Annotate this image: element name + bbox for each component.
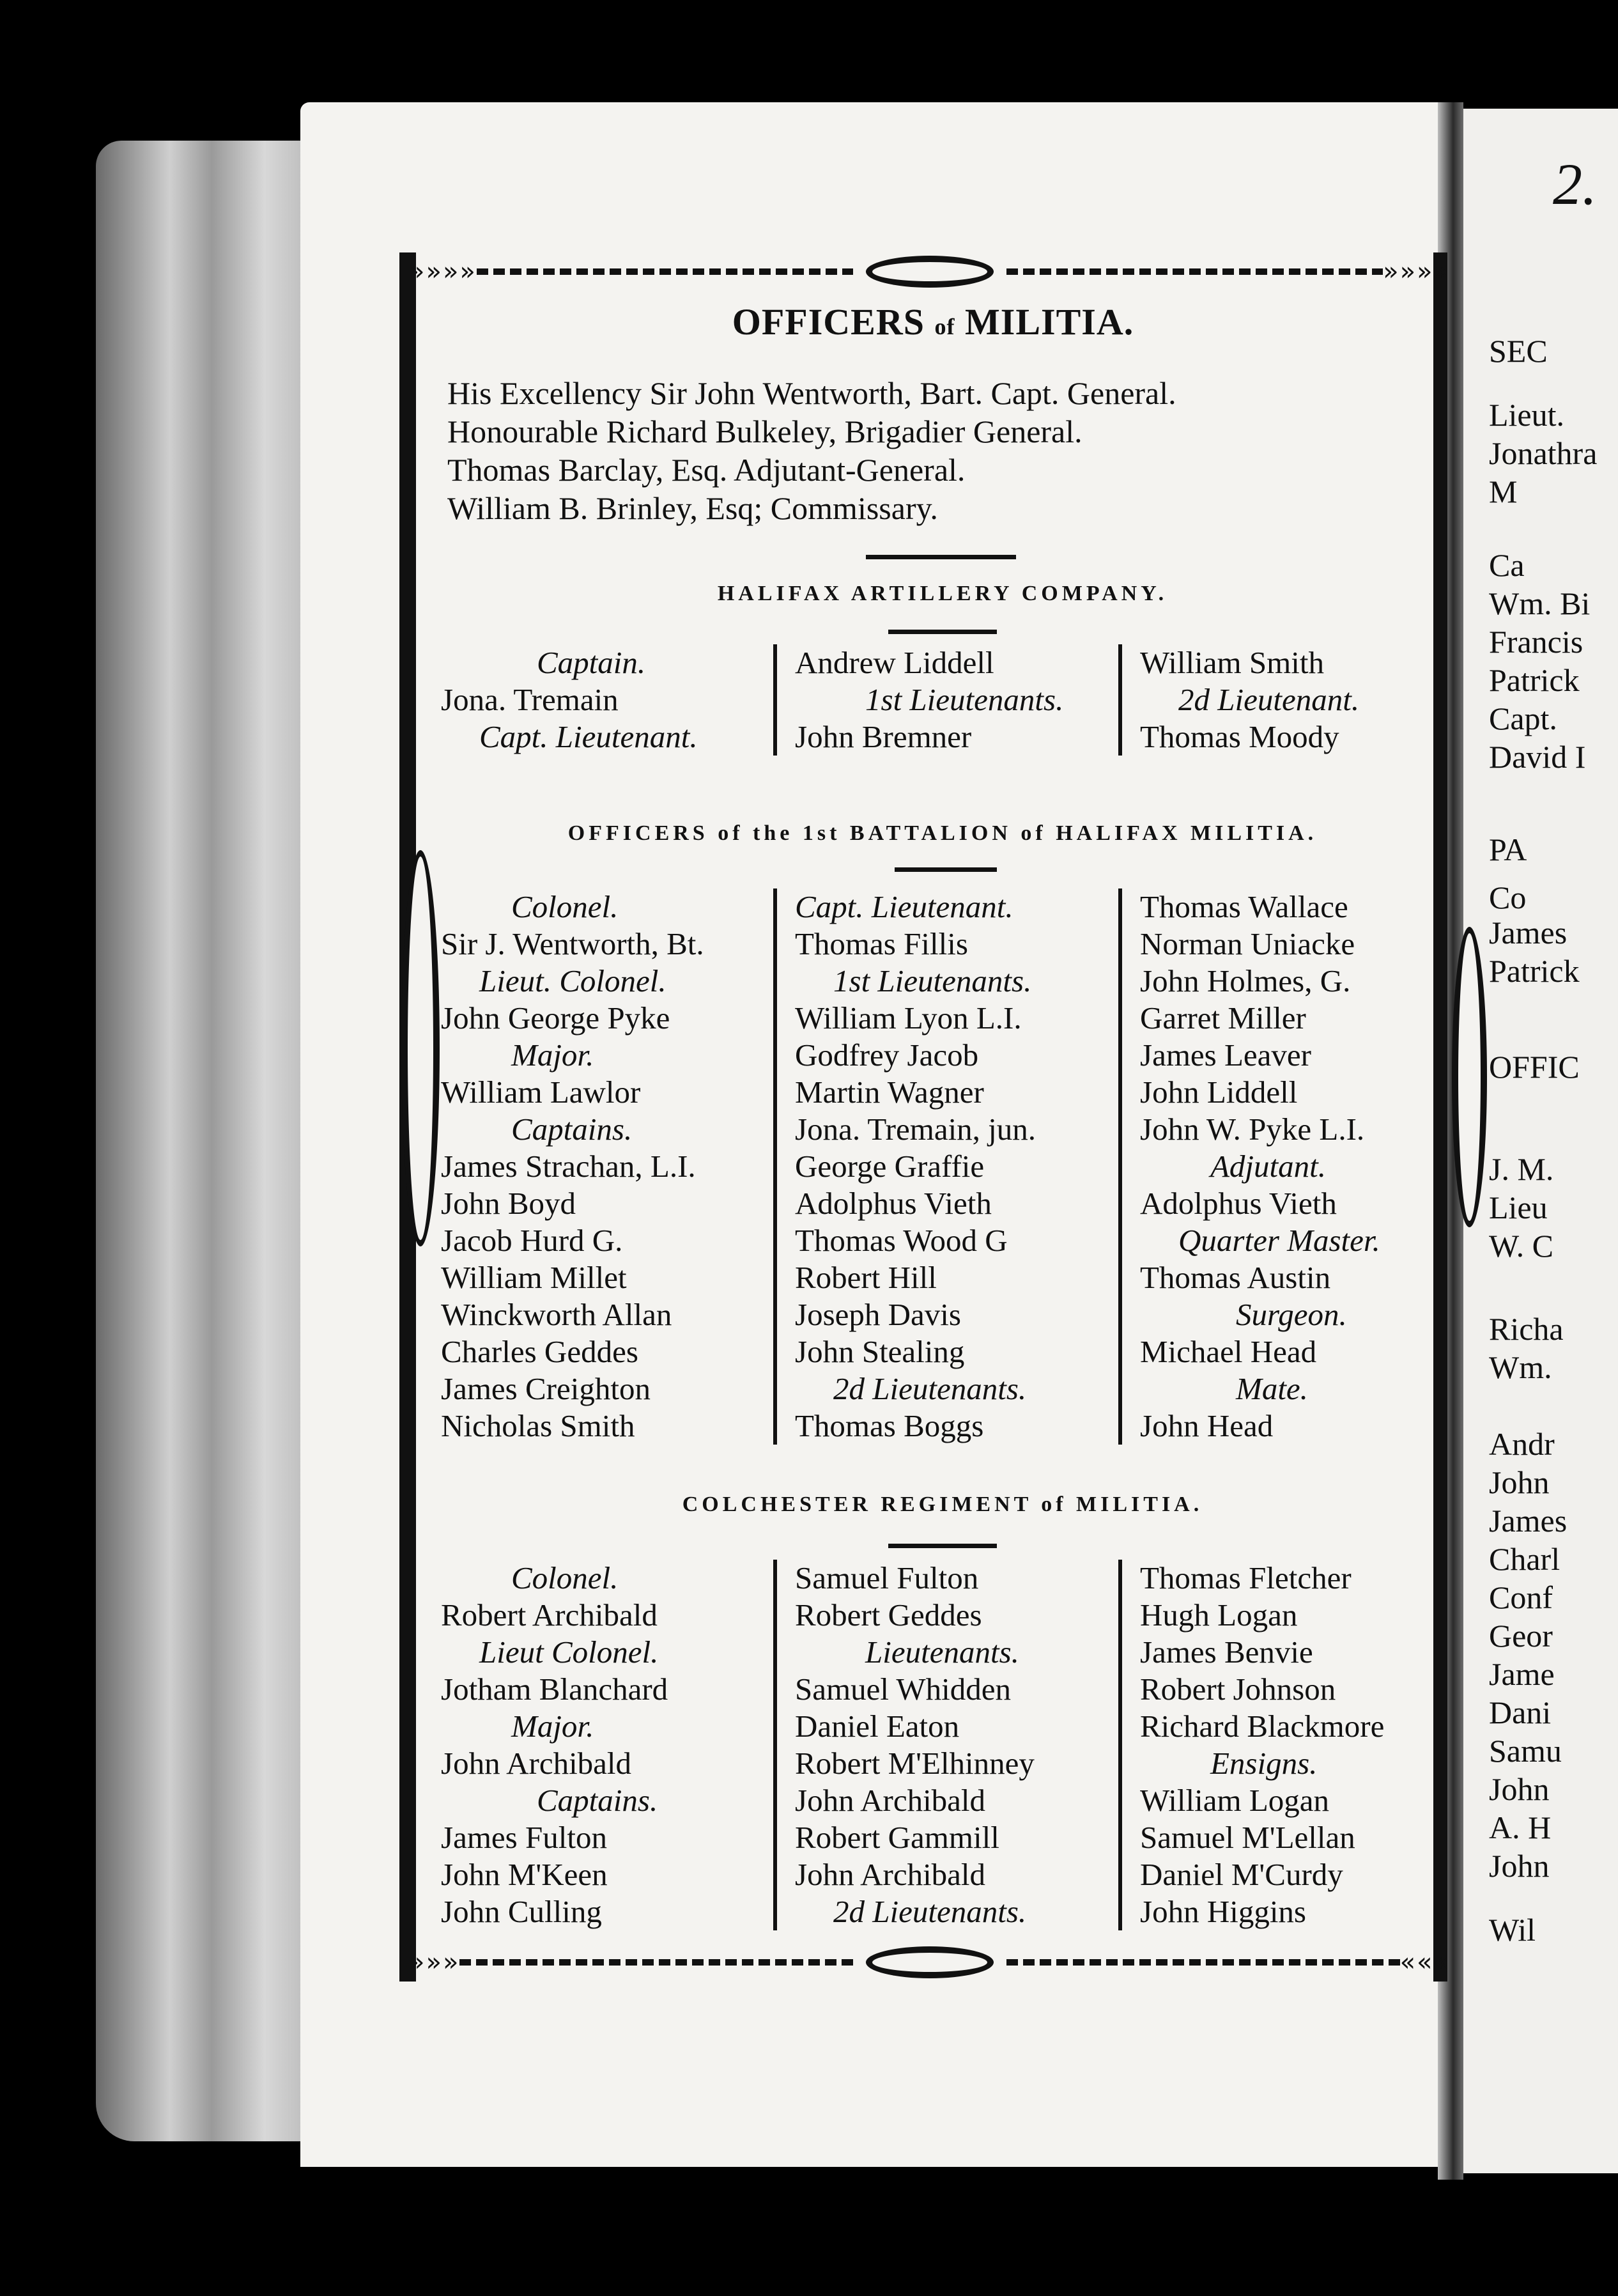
facing-page-line: Dani bbox=[1489, 1695, 1552, 1730]
officer-name: Andrew Liddell bbox=[795, 645, 994, 680]
facing-page-line: A. H bbox=[1489, 1810, 1552, 1845]
rank-label: Captain. bbox=[537, 645, 646, 680]
page-mark: 2. bbox=[1553, 151, 1597, 217]
frame-top-ornament: »»»» »»»» bbox=[409, 257, 1451, 286]
officer-name: Daniel M'Curdy bbox=[1140, 1857, 1343, 1892]
officer-name: John Bremner bbox=[795, 719, 972, 754]
divider-rule bbox=[888, 630, 997, 634]
officer-name: James Fulton bbox=[441, 1820, 607, 1855]
officer-name: Thomas Boggs bbox=[795, 1408, 984, 1443]
rank-label: Major. bbox=[511, 1709, 594, 1744]
title-word: MILITIA. bbox=[965, 301, 1134, 343]
intro-line: Honourable Richard Bulkeley, Brigadier General. bbox=[447, 414, 1083, 449]
officer-name: John Archibald bbox=[795, 1857, 986, 1892]
facing-page-line: Capt. bbox=[1489, 701, 1557, 736]
officer-name: William Lyon L.I. bbox=[795, 1000, 1022, 1036]
rank-label: Colonel. bbox=[511, 1560, 619, 1595]
officer-name: Jacob Hurd G. bbox=[441, 1223, 623, 1258]
facing-page-line: Ca bbox=[1489, 547, 1525, 583]
officer-name: Samuel Whidden bbox=[795, 1672, 1011, 1707]
officer-name: John Higgins bbox=[1140, 1894, 1307, 1929]
officer-name: John Holmes, G. bbox=[1140, 963, 1351, 998]
facing-page-line: Lieut. bbox=[1489, 397, 1565, 433]
officer-name: Norman Uniacke bbox=[1140, 926, 1355, 961]
officer-name: John Head bbox=[1140, 1408, 1274, 1443]
officer-name: William Logan bbox=[1140, 1783, 1330, 1818]
facing-page-line: Wm. bbox=[1489, 1349, 1552, 1385]
colchester-col-3 bbox=[1118, 1560, 1444, 1930]
rank-label: 2d Lieutenant. bbox=[1178, 682, 1360, 717]
officer-name: Richard Blackmore bbox=[1140, 1709, 1385, 1744]
rank-label: Mate. bbox=[1236, 1371, 1308, 1406]
facing-page-line: Wil bbox=[1489, 1912, 1536, 1948]
battalion-columns bbox=[441, 888, 1444, 1445]
rank-label: Quarter Master. bbox=[1178, 1223, 1380, 1258]
rank-label: Capt. Lieutenant. bbox=[795, 889, 1013, 924]
rank-label: Lieut. Colonel. bbox=[479, 963, 666, 998]
officer-name: Robert M'Elhinney bbox=[795, 1746, 1035, 1781]
officer-name: Winckworth Allan bbox=[441, 1297, 672, 1332]
officer-name: John Archibald bbox=[441, 1746, 632, 1781]
facing-page-line: Wm. Bi bbox=[1489, 586, 1591, 621]
facing-page-line: Patrick bbox=[1489, 662, 1580, 698]
officer-name: George Graffie bbox=[795, 1149, 985, 1184]
frame-bottom-ornament: »»» ««« bbox=[409, 1948, 1451, 1977]
officer-name: Adolphus Vieth bbox=[1140, 1186, 1337, 1221]
officer-name: John George Pyke bbox=[441, 1000, 670, 1036]
rank-label: 1st Lieutenants. bbox=[833, 963, 1032, 998]
officer-name: Adolphus Vieth bbox=[795, 1186, 992, 1221]
officer-name: Jona. Tremain, jun. bbox=[795, 1112, 1036, 1147]
section-heading-artillery: HALIFAX ARTILLERY COMPANY. bbox=[717, 582, 1168, 605]
facing-page-line: SEC bbox=[1489, 333, 1548, 369]
officer-name: Joseph Davis bbox=[795, 1297, 961, 1332]
rank-label: Major. bbox=[511, 1037, 594, 1073]
rank-label: Lieut Colonel. bbox=[479, 1634, 659, 1670]
officer-name: Sir J. Wentworth, Bt. bbox=[441, 926, 704, 961]
officer-name: John Culling bbox=[441, 1894, 602, 1929]
officer-name: Hugh Logan bbox=[1140, 1597, 1298, 1633]
page-title bbox=[447, 300, 1419, 343]
rank-label: Surgeon. bbox=[1236, 1297, 1347, 1332]
officer-name: Thomas Fillis bbox=[795, 926, 968, 961]
title-joiner: of bbox=[934, 314, 955, 339]
facing-page-line: John bbox=[1489, 1464, 1550, 1500]
colchester-col-1 bbox=[441, 1560, 773, 1930]
officer-name: Robert Geddes bbox=[795, 1597, 982, 1633]
battalion-col-2 bbox=[773, 888, 1118, 1445]
facing-page-line: John bbox=[1489, 1771, 1550, 1807]
facing-page-line: J. M. bbox=[1489, 1151, 1554, 1187]
book-page-edges bbox=[96, 141, 307, 2141]
officer-name: Samuel Fulton bbox=[795, 1560, 979, 1595]
artillery-col-3 bbox=[1118, 644, 1444, 756]
officer-name: John M'Keen bbox=[441, 1857, 608, 1892]
frame-left-ornament bbox=[401, 850, 440, 1246]
facing-page-line: Charl bbox=[1489, 1541, 1560, 1577]
facing-page-line: Patrick bbox=[1489, 953, 1580, 989]
battalion-col-1 bbox=[441, 888, 773, 1445]
facing-page-line: Samu bbox=[1489, 1733, 1562, 1769]
facing-page-line: Lieu bbox=[1489, 1190, 1548, 1225]
officer-name: James Leaver bbox=[1140, 1037, 1311, 1073]
rank-label: Captains. bbox=[537, 1783, 658, 1818]
section-heading-colchester: COLCHESTER REGIMENT of MILITIA. bbox=[682, 1493, 1203, 1516]
title-word: OFFICERS bbox=[732, 301, 925, 343]
facing-page-line: Geor bbox=[1489, 1618, 1553, 1654]
officer-name: John Stealing bbox=[795, 1334, 965, 1369]
officer-name: Thomas Austin bbox=[1140, 1260, 1331, 1295]
officer-name: Thomas Wallace bbox=[1140, 889, 1348, 924]
officer-name: Jotham Blanchard bbox=[441, 1672, 668, 1707]
officer-name: James Benvie bbox=[1140, 1634, 1313, 1670]
officer-name: Michael Head bbox=[1140, 1334, 1317, 1369]
officer-name: Samuel M'Lellan bbox=[1140, 1820, 1355, 1855]
rank-label: 2d Lieutenants. bbox=[833, 1371, 1027, 1406]
divider-rule bbox=[866, 555, 1016, 559]
rank-label: Capt. Lieutenant. bbox=[479, 719, 698, 754]
facing-page-line: John bbox=[1489, 1848, 1550, 1884]
facing-page-line: James bbox=[1489, 1503, 1568, 1539]
facing-page-line: Andr bbox=[1489, 1426, 1555, 1462]
artillery-col-1 bbox=[441, 644, 773, 756]
officer-name: John Boyd bbox=[441, 1186, 576, 1221]
facing-page-line: PA bbox=[1489, 832, 1527, 867]
officer-name: Godfrey Jacob bbox=[795, 1037, 979, 1073]
intro-line: Thomas Barclay, Esq. Adjutant-General. bbox=[447, 452, 966, 488]
facing-page-line: M bbox=[1489, 474, 1518, 509]
rank-label: Ensigns. bbox=[1210, 1746, 1318, 1781]
rank-label: Adjutant. bbox=[1210, 1149, 1327, 1184]
officer-name: William Millet bbox=[441, 1260, 627, 1295]
section-heading-battalion: OFFICERS of the 1st BATTALION of HALIFAX MILITIA. bbox=[567, 821, 1318, 845]
rank-label: 1st Lieutenants. bbox=[865, 682, 1064, 717]
facing-page-line: W. C bbox=[1489, 1228, 1553, 1264]
officer-name: Thomas Fletcher bbox=[1140, 1560, 1352, 1595]
facing-page-line: Richa bbox=[1489, 1311, 1564, 1347]
officer-name: John W. Pyke L.I. bbox=[1140, 1112, 1365, 1147]
officer-name: Robert Gammill bbox=[795, 1820, 999, 1855]
officer-name: Martin Wagner bbox=[795, 1074, 984, 1110]
artillery-col-2 bbox=[773, 644, 1118, 756]
battalion-col-3 bbox=[1118, 888, 1444, 1445]
officer-name: James Strachan, L.I. bbox=[441, 1149, 696, 1184]
intro-line: William B. Brinley, Esq; Commissary. bbox=[447, 490, 938, 526]
officer-name: Garret Miller bbox=[1140, 1000, 1306, 1036]
colchester-columns bbox=[441, 1560, 1444, 1930]
intro-line: His Excellency Sir John Wentworth, Bart. Capt. General. bbox=[447, 375, 1176, 411]
facing-page-line: Jame bbox=[1489, 1656, 1555, 1692]
officer-name: Robert Johnson bbox=[1140, 1672, 1336, 1707]
rank-label: 2d Lieutenants. bbox=[833, 1894, 1027, 1929]
officer-name: William Smith bbox=[1140, 645, 1324, 680]
officer-name: Thomas Wood G bbox=[795, 1223, 1008, 1258]
officer-name: Thomas Moody bbox=[1140, 719, 1339, 754]
artillery-columns bbox=[441, 644, 1444, 756]
officer-name: Jona. Tremain bbox=[441, 682, 619, 717]
officer-name: John Liddell bbox=[1140, 1074, 1298, 1110]
officer-name: Robert Hill bbox=[795, 1260, 937, 1295]
officer-name: Daniel Eaton bbox=[795, 1709, 960, 1744]
facing-page-line: James bbox=[1489, 915, 1568, 950]
rank-label: Lieutenants. bbox=[865, 1634, 1019, 1670]
frame-right-ornament bbox=[1452, 927, 1487, 1227]
officer-name: Nicholas Smith bbox=[441, 1408, 635, 1443]
colchester-col-2 bbox=[773, 1560, 1118, 1930]
rank-label: Colonel. bbox=[511, 889, 619, 924]
facing-page-line: Conf bbox=[1489, 1579, 1553, 1615]
rank-label: Captains. bbox=[511, 1112, 633, 1147]
facing-page-line: OFFIC bbox=[1489, 1049, 1580, 1085]
officer-name: William Lawlor bbox=[441, 1074, 641, 1110]
officer-name: Charles Geddes bbox=[441, 1334, 638, 1369]
facing-page-line: Co bbox=[1489, 880, 1527, 915]
facing-page-line: David I bbox=[1489, 739, 1586, 775]
officer-name: James Creighton bbox=[441, 1371, 651, 1406]
general-officers bbox=[447, 374, 1444, 527]
officer-name: Robert Archibald bbox=[441, 1597, 658, 1633]
officer-name: John Archibald bbox=[795, 1783, 986, 1818]
divider-rule bbox=[888, 1544, 997, 1548]
divider-rule bbox=[895, 867, 997, 872]
facing-page-line: Francis bbox=[1489, 624, 1583, 660]
facing-page-line: Jonathra bbox=[1489, 435, 1598, 471]
